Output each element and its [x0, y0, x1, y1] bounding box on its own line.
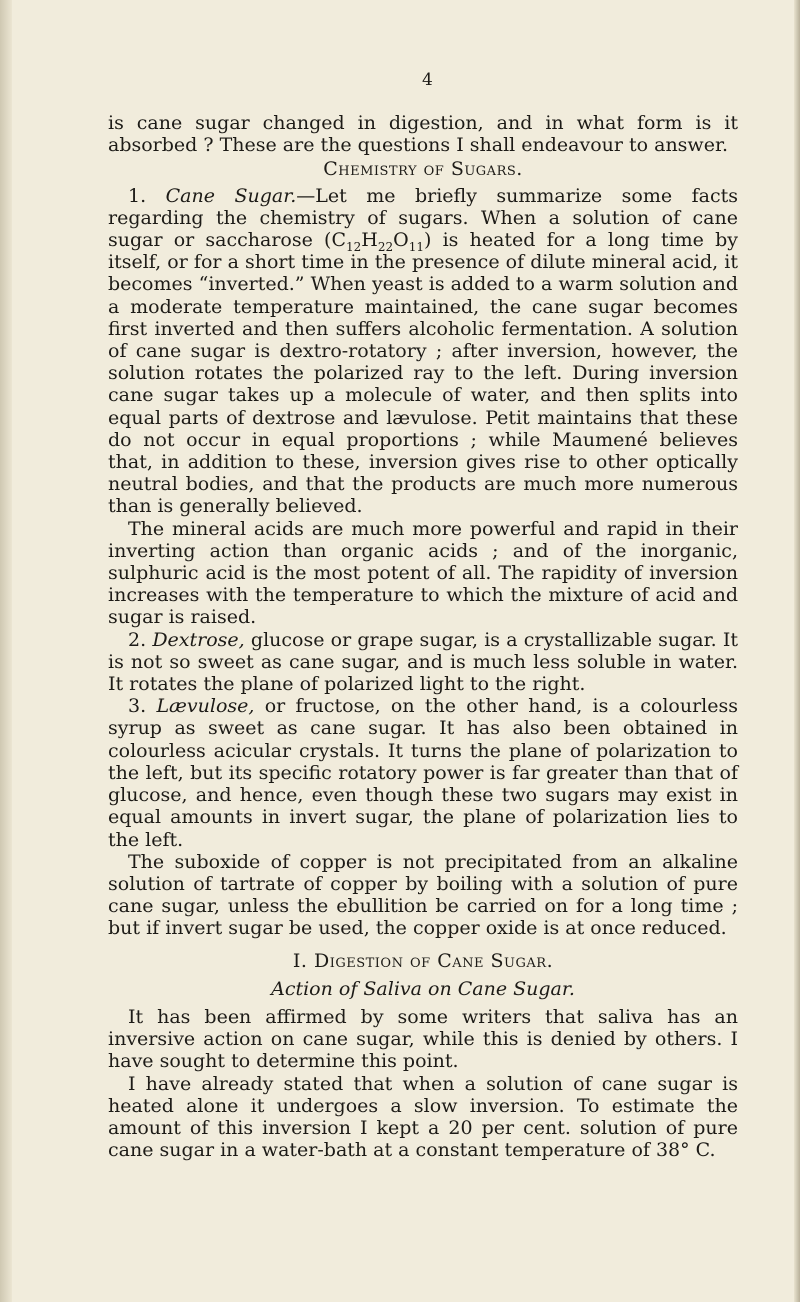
paragraph-saliva: It has been affirmed by some writers that saliva has an inversive action on cane sugar, while this is denied by others. I have sought to determine this point.	[108, 1005, 738, 1073]
term-dextrose: Dextrose,	[152, 628, 245, 651]
chemical-formula: $C_{12}H_{22}O_{11}$	[331, 229, 425, 254]
paragraph-text: ) is heated for a long time by itself, or for a short time in the presence of dilute mineral acid, it becomes “inverted.” When yeast is added to a warm solution and a moderate temperature maintained, the cane sugar becomes first inverted and then suffers alcoholic fermentation. A solution of cane sugar is dextro-rotatory ; after inversion, however, the solution rotates the polarized ray to the left. During inversion cane sugar takes up a molecule of water, and then splits into equal parts of dextrose and lævulose. Petit maintains that these do not occur in equal proportions ; while Maumené believes that, in addition to these, inversion gives rise to other optically neutral bodies, and that the products are much more numerous than is generally believed.	[108, 229, 738, 518]
item-number: 2.	[128, 628, 147, 651]
paragraph-text: or fructose, on the other hand, is a colourless syrup as sweet as cane sugar. It has also been obtained in colourless acicular crystals. It turns the plane of polarization to the left, but its specific rotatory power is far greater than that of glucose, and hence, even though these two sugars may exist in equal amounts in invert sugar, the plane of polarization lies to the left.	[108, 695, 738, 851]
paragraph-cane-sugar	[108, 185, 738, 518]
paragraph-suboxide: The suboxide of copper is not precipitated from an alkaline solution of tartrate of copper by boiling with a solution of pure cane sugar, unless the ebullition be carried on for a long time ; but if invert sugar be used, the copper oxide is at once reduced.	[108, 850, 738, 940]
section-heading-chemistry: Chemistry of Sugars.	[323, 158, 523, 181]
page-edge-right	[794, 0, 800, 1302]
intro-paragraph: is cane sugar changed in digestion, and in what form is it absorbed ? These are the questions I shall endeavour to answer.	[108, 112, 738, 157]
paragraph-laevulose	[108, 695, 738, 850]
paragraph-text: glucose or grape sugar, is a crystallizable sugar. It is not so sweet as cane sugar, and is much less soluble in water. It rotates the plane of polarized light to the right.	[108, 628, 738, 696]
paragraph-text: —Let me briefly summarize some facts regarding the chemistry of sugars. When a solution of cane sugar or saccharose (	[108, 184, 738, 252]
paragraph-mineral-acids: The mineral acids are much more powerful and rapid in their inverting action than organic acids ; and of the inorganic, sulphuric acid is the most potent of all. The rapidity of inversion increases with the temperature to which the mixture of acid and sugar is raised.	[108, 517, 738, 629]
subheading-saliva: Action of Saliva on Cane Sugar.	[271, 977, 575, 1000]
page-edge-left	[0, 0, 12, 1302]
paragraph-dextrose	[108, 629, 738, 696]
term-laevulose: Lævulose,	[156, 695, 255, 718]
section-heading-digestion: I. Digestion of Cane Sugar.	[292, 949, 554, 972]
item-number: 3.	[128, 695, 147, 718]
item-number: 1.	[128, 184, 147, 207]
term-cane-sugar: Cane Sugar.	[165, 184, 297, 207]
page-body	[108, 112, 738, 1161]
paragraph-inversion-experiment: I have already stated that when a solution of cane sugar is heated alone it undergoes a slow inversion. To estimate the amount of this inversion I kept a 20 per cent. solution of pure cane sugar in a water-bath at a constant temperature of 38° C.	[108, 1072, 738, 1162]
page-number: 4	[422, 70, 433, 90]
